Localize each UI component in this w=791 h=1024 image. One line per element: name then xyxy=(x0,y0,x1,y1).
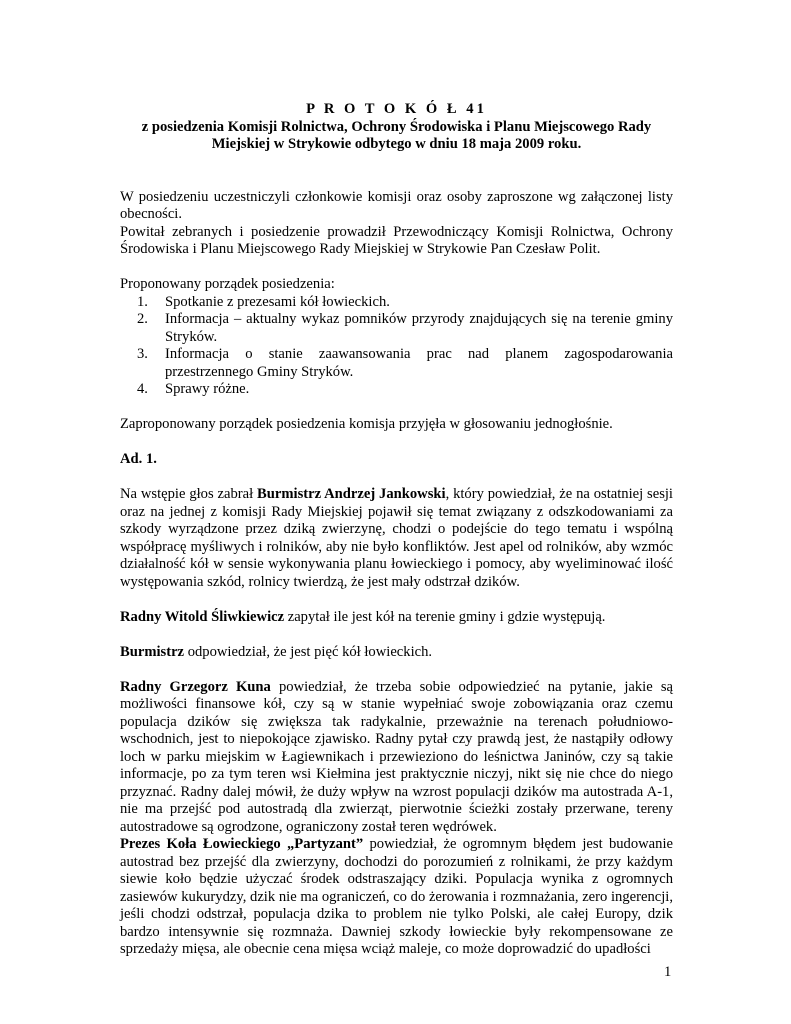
paragraph-prezes-partyzant xyxy=(120,836,673,959)
speaker-name: Burmistrz Andrzej Jankowski xyxy=(257,486,446,502)
spacer xyxy=(120,399,673,417)
spacer xyxy=(120,661,673,679)
spacer xyxy=(120,434,673,452)
speaker-statement: zapytał ile jest kół na terenie gminy i gdzie występują. xyxy=(284,608,606,625)
agenda-item-number: 1. xyxy=(137,293,148,310)
paragraph-lead-text: Na wstępie głos zabrał xyxy=(120,486,258,502)
agenda-item-text: Informacja – aktualny wykaz pomników przyrody znajdujących się na terenie gminy Stryków. xyxy=(165,311,673,345)
section-heading-text: Ad. 1. xyxy=(120,451,157,467)
intro-paragraph-attendance: W posiedzeniu uczestniczyli członkowie komisji oraz osoby zaproszone wg załączonej listy obecności. xyxy=(120,188,673,222)
document-body xyxy=(120,101,673,959)
paragraph-kuna xyxy=(120,679,673,837)
agenda-item xyxy=(120,294,673,312)
speaker-statement: powiedział, że trzeba sobie odpowiedzieć na pytanie, jakie są możliwości finansowe kół, czy są w stanie wypełniać swoje zobowiązania oraz czemu populacja dzików się zwiększa tak radykalnie, przeważnie na terenach południowo-wschodnich, jest to niepokojące zjawisko. Radny pytał czy prawdą jest, że nastąpiły odłowy loch w parku miejskim w Łagiewnikach i przewieziono do leśnictwa Janinów, czy są takie informacje, po za tym teren wsi Kiełmina jest praktycznie niczyj, nikt się nie chce do niego przyznać. Radny dalej mówił, że duży wpływ na wzrost populacji dzików ma autostrada A-1, nie ma przejść pod autostradą dla zwierząt, pierwotnie ścieżki zostały przerwane, tereny autostradowe są ogrodzone, ograniczony został teren wędrówek. xyxy=(120,678,673,835)
spacer xyxy=(120,626,673,644)
agenda-item xyxy=(120,346,673,381)
spacer xyxy=(120,591,673,609)
page-number: 1 xyxy=(664,964,672,980)
speaker-statement: , który powiedział, że na ostatniej sesji oraz na jednej z komisji Rady Miejskiej pojawił się temat związany z odszkodowaniami za szkody wyrządzone przez dziką zwierzynę, chodzi o podejście do tego tematu i wspólną współpracę myśliwych i rolników, aby nie było konfliktów. Jest apel od rolników, aby wzmóc działalność kół w sensie wykonywania planu łowieckiego i pomocy, aby wyeliminować ilość występowania szkód, rolnicy twierdzą, że jest mały odstrzał dzików. xyxy=(120,486,673,590)
agenda-item xyxy=(120,381,673,399)
agenda-intro: Proponowany porządek posiedzenia: xyxy=(120,276,335,292)
speaker-name: Burmistrz xyxy=(120,643,185,660)
speaker-statement: powiedział, że ogromnym błędem jest budowanie autostrad bez przejść dla zwierzyny, dochodzi do porozumień z rolnikami, że przy każdym siewie koło będzie użyczać środek odstraszający dziki. Populacja wynika z ogromnych zasiewów kukurydzy, dzik nie ma ograniczeń, co do żerowania i rozmnażania, zero ingerencji, jeśli chodzi odstrzał, populacja dzika to problem nie tylko Polski, ale całej Europy, dzik bardzo intensywnie się rozmnaża. Dawniej szkody łowieckie były rekompensowane ze sprzedaży mięsa, ale obecnie cena mięsa wciąż maleje, co może doprowadzić do upadłości xyxy=(120,836,673,957)
intro-paragraph-chair: Powitał zebranych i posiedzenie prowadził Przewodniczący Komisji Rolnictwa, Ochrony Środowiska i Planu Miejscowego Rady Miejskiej w Strykowie Pan Czesław Polit. xyxy=(120,223,673,257)
paragraph-sliwkiewicz xyxy=(120,609,673,627)
document-subtitle-line2: Miejskiej w Strykowie odbytego w dniu 18 maja 2009 roku. xyxy=(211,136,582,152)
agenda-accepted-paragraph: Zaproponowany porządek posiedzenia komisja przyjęła w głosowaniu jednogłośnie. xyxy=(120,416,613,432)
speaker-statement: odpowiedział, że jest pięć kół łowieckich. xyxy=(184,643,433,660)
agenda-list xyxy=(120,294,673,399)
agenda-item-number: 2. xyxy=(137,311,148,327)
agenda-item-number: 3. xyxy=(137,346,148,362)
agenda-item-text: Sprawy różne. xyxy=(165,381,250,397)
agenda-item xyxy=(120,311,673,346)
agenda-item-text: Informacja o stanie zaawansowania prac nad planem zagospodarowania przestrzennego Gminy Stryków. xyxy=(165,346,673,380)
document-title: P R O T O K Ó Ł 41 xyxy=(306,101,487,117)
spacer xyxy=(120,154,673,189)
speaker-name: Radny Grzegorz Kuna xyxy=(120,678,271,695)
paragraph-burmistrz-answer xyxy=(120,644,673,662)
spacer xyxy=(120,259,673,277)
agenda-item-number: 4. xyxy=(137,381,148,397)
agenda-item-text: Spotkanie z prezesami kół łowieckich. xyxy=(165,293,390,310)
paragraph-burmistrz xyxy=(120,486,673,591)
spacer xyxy=(120,469,673,487)
document-subtitle-line1: z posiedzenia Komisji Rolnictwa, Ochrony Środowiska i Planu Miejscowego Rady xyxy=(141,118,652,135)
speaker-name: Radny Witold Śliwkiewicz xyxy=(120,608,285,625)
speaker-name: Prezes Koła Łowieckiego „Partyzant” xyxy=(120,836,364,852)
section-heading-ad1 xyxy=(120,451,673,469)
